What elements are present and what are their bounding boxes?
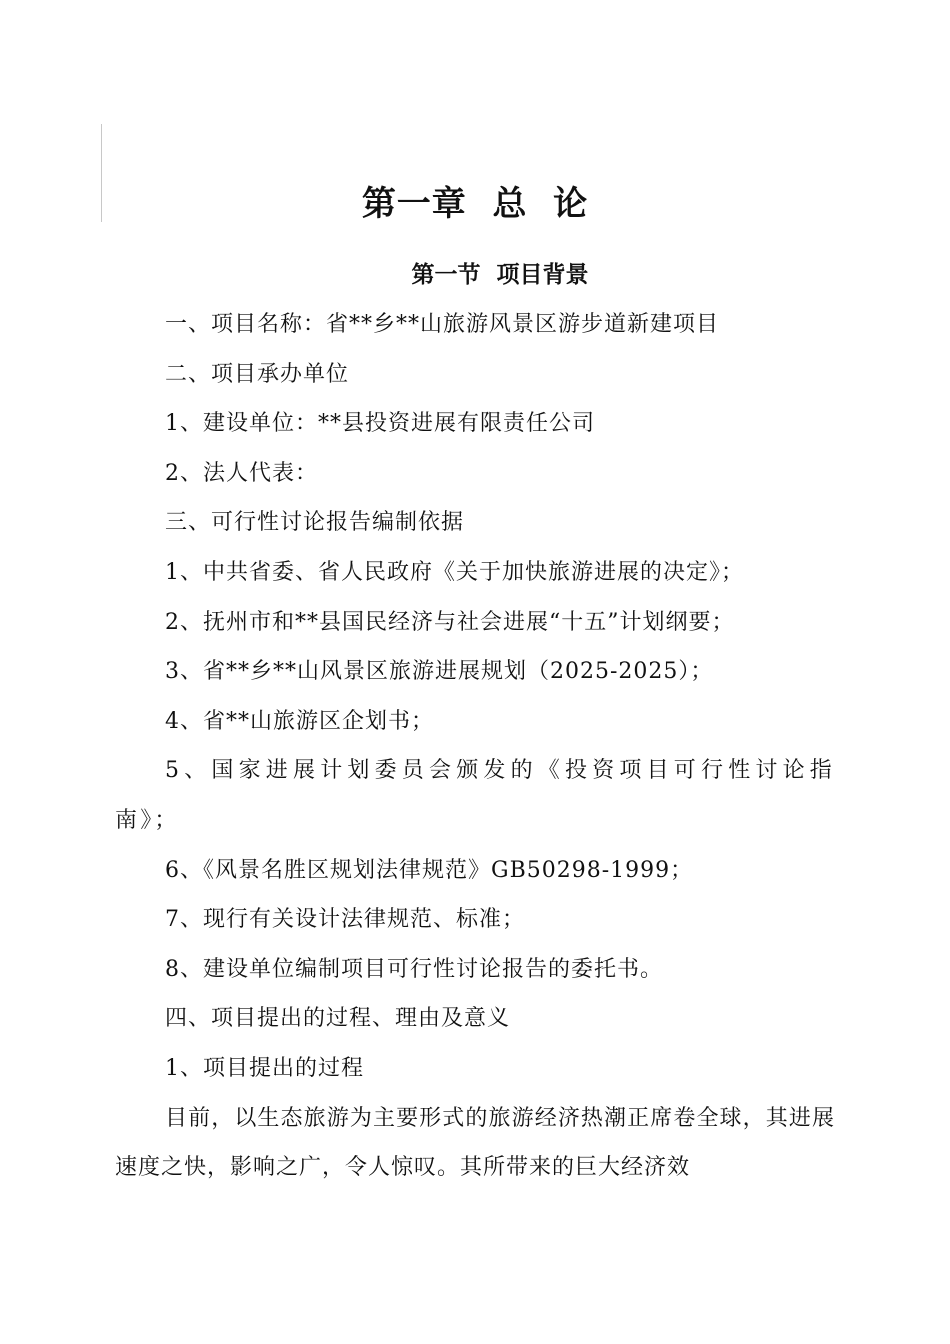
paragraph-basis-6: 6、《风景名胜区规划法律规范》GB50298-1999； (165, 857, 694, 883)
paragraph-basis-7: 7、现行有关设计法律规范、标准； (165, 907, 525, 933)
body-text (115, 300, 835, 1193)
section-title: 第一节 项目背景 (411, 261, 589, 288)
paragraph-basis-heading: 三、可行性讨论报告编制依据 (165, 510, 465, 536)
paragraph-basis-1: 1、中共省委、省人民政府《关于加快旅游进展的决定》； (165, 559, 744, 585)
paragraph-organizer-heading: 二、项目承办单位 (165, 361, 350, 387)
paragraph-basis-3: 3、省**乡**山风景区旅游进展规划（2025-2025）； (165, 659, 714, 685)
paragraph-basis-8: 8、建设单位编制项目可行性讨论报告的委托书。 (165, 956, 663, 982)
paragraph-proposal-process: 1、项目提出的过程 (165, 1055, 364, 1081)
paragraph-basis-2: 2、抚州市和**县国民经济与社会进展“十五”计划纲要； (165, 609, 735, 635)
chapter-title: 第一章 总 论 (361, 184, 589, 224)
paragraph-project-name: 一、项目名称：省**乡**山旅游风景区游步道新建项目 (165, 312, 720, 337)
paragraph-intro-text: 目前，以生态旅游为主要形式的旅游经济热潮正席卷全球，其进展速度之快，影响之广，令人惊叹。其所带来的巨大经济效 (115, 1105, 835, 1181)
paragraph-legal-rep: 2、法人代表： (165, 460, 318, 486)
paragraph-basis-5: 5、国家进展计划委员会颁发的《投资项目可行性讨论指南》； (115, 758, 835, 833)
paragraph-builder: 1、建设单位：**县投资进展有限责任公司 (165, 411, 595, 437)
paragraph-proposal-heading: 四、项目提出的过程、理由及意义 (165, 1006, 511, 1032)
paragraph-basis-4: 4、省**山旅游区企划书； (165, 708, 434, 734)
